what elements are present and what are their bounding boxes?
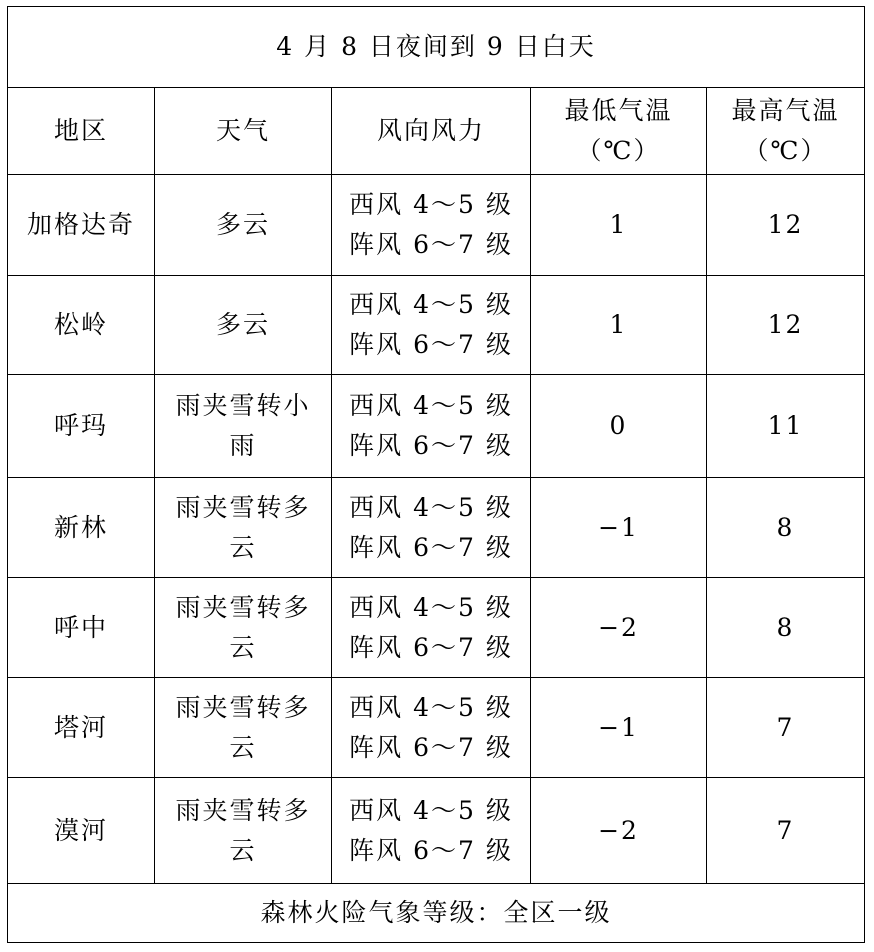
region-cell: 塔河 (8, 678, 155, 778)
header-wind: 风向风力 (332, 88, 531, 175)
weather-cell (155, 276, 332, 375)
header-min-temp-unit: （℃） (576, 136, 661, 165)
table-row (8, 578, 865, 678)
min-temp-cell: −1 (531, 678, 707, 778)
region-cell: 加格达奇 (8, 175, 155, 276)
weather-line-1: 多云 (215, 310, 270, 339)
min-temp-cell: 0 (531, 375, 707, 478)
max-temp-cell: 12 (707, 276, 865, 375)
table-row (8, 778, 865, 884)
weather-cell (155, 375, 332, 478)
table-row (8, 175, 865, 276)
max-temp-cell: 12 (707, 175, 865, 276)
wind-line-1: 西风 4～5 级 (349, 692, 513, 722)
table-row (8, 375, 865, 478)
wind-line-1: 西风 4～5 级 (349, 492, 513, 522)
wind-cell (332, 276, 531, 375)
wind-cell (332, 578, 531, 678)
header-max-temp-label: 最高气温 (731, 96, 840, 125)
table-row (8, 478, 865, 578)
wind-line-1: 西风 4～5 级 (349, 795, 513, 825)
max-temp-cell: 11 (707, 375, 865, 478)
min-temp-cell: 1 (531, 175, 707, 276)
fire-risk-note: 森林火险气象等级：全区一级 (8, 884, 865, 943)
header-max-temp-unit: （℃） (743, 136, 828, 165)
weather-line-1: 雨夹雪转多 (175, 492, 311, 522)
weather-cell (155, 175, 332, 276)
wind-cell (332, 778, 531, 884)
wind-cell (332, 678, 531, 778)
region-cell: 呼中 (8, 578, 155, 678)
min-temp-cell: −2 (531, 778, 707, 884)
header-region: 地区 (8, 88, 155, 175)
wind-line-1: 西风 4～5 级 (349, 190, 513, 219)
weather-line-2: 云 (229, 532, 257, 562)
weather-line-2: 雨 (229, 431, 257, 460)
max-temp-cell: 7 (707, 778, 865, 884)
table-row (8, 678, 865, 778)
wind-line-2: 阵风 6～7 级 (349, 835, 513, 865)
weather-line-2: 云 (229, 632, 257, 662)
wind-cell (332, 175, 531, 276)
header-min-temp-label: 最低气温 (564, 96, 673, 125)
weather-line-1: 雨夹雪转小 (175, 391, 311, 420)
weather-line-1: 雨夹雪转多 (175, 795, 311, 825)
wind-cell (332, 375, 531, 478)
max-temp-cell: 8 (707, 578, 865, 678)
region-cell: 呼玛 (8, 375, 155, 478)
wind-line-2: 阵风 6～7 级 (349, 431, 513, 460)
weather-line-1: 多云 (215, 210, 270, 239)
wind-line-1: 西风 4～5 级 (349, 290, 513, 319)
footer-row (8, 884, 865, 943)
weather-cell (155, 678, 332, 778)
weather-cell (155, 478, 332, 578)
wind-line-2: 阵风 6～7 级 (349, 632, 513, 662)
wind-line-1: 西风 4～5 级 (349, 391, 513, 420)
max-temp-cell: 7 (707, 678, 865, 778)
wind-cell (332, 478, 531, 578)
header-weather: 天气 (155, 88, 332, 175)
max-temp-cell: 8 (707, 478, 865, 578)
region-cell: 漠河 (8, 778, 155, 884)
table-title: 4 月 8 日夜间到 9 日白天 (8, 7, 865, 88)
region-cell: 新林 (8, 478, 155, 578)
weather-line-1: 雨夹雪转多 (175, 692, 311, 722)
region-cell: 松岭 (8, 276, 155, 375)
weather-cell (155, 778, 332, 884)
header-max-temp (707, 88, 865, 175)
min-temp-cell: −2 (531, 578, 707, 678)
wind-line-2: 阵风 6～7 级 (349, 230, 513, 259)
wind-line-2: 阵风 6～7 级 (349, 330, 513, 359)
wind-line-1: 西风 4～5 级 (349, 592, 513, 622)
forecast-table (7, 6, 865, 943)
min-temp-cell: 1 (531, 276, 707, 375)
min-temp-cell: −1 (531, 478, 707, 578)
header-min-temp (531, 88, 707, 175)
wind-line-2: 阵风 6～7 级 (349, 532, 513, 562)
weather-line-2: 云 (229, 835, 257, 865)
table-row (8, 276, 865, 375)
title-row (8, 7, 865, 88)
weather-cell (155, 578, 332, 678)
weather-line-1: 雨夹雪转多 (175, 592, 311, 622)
wind-line-2: 阵风 6～7 级 (349, 732, 513, 762)
header-row (8, 88, 865, 175)
weather-line-2: 云 (229, 732, 257, 762)
